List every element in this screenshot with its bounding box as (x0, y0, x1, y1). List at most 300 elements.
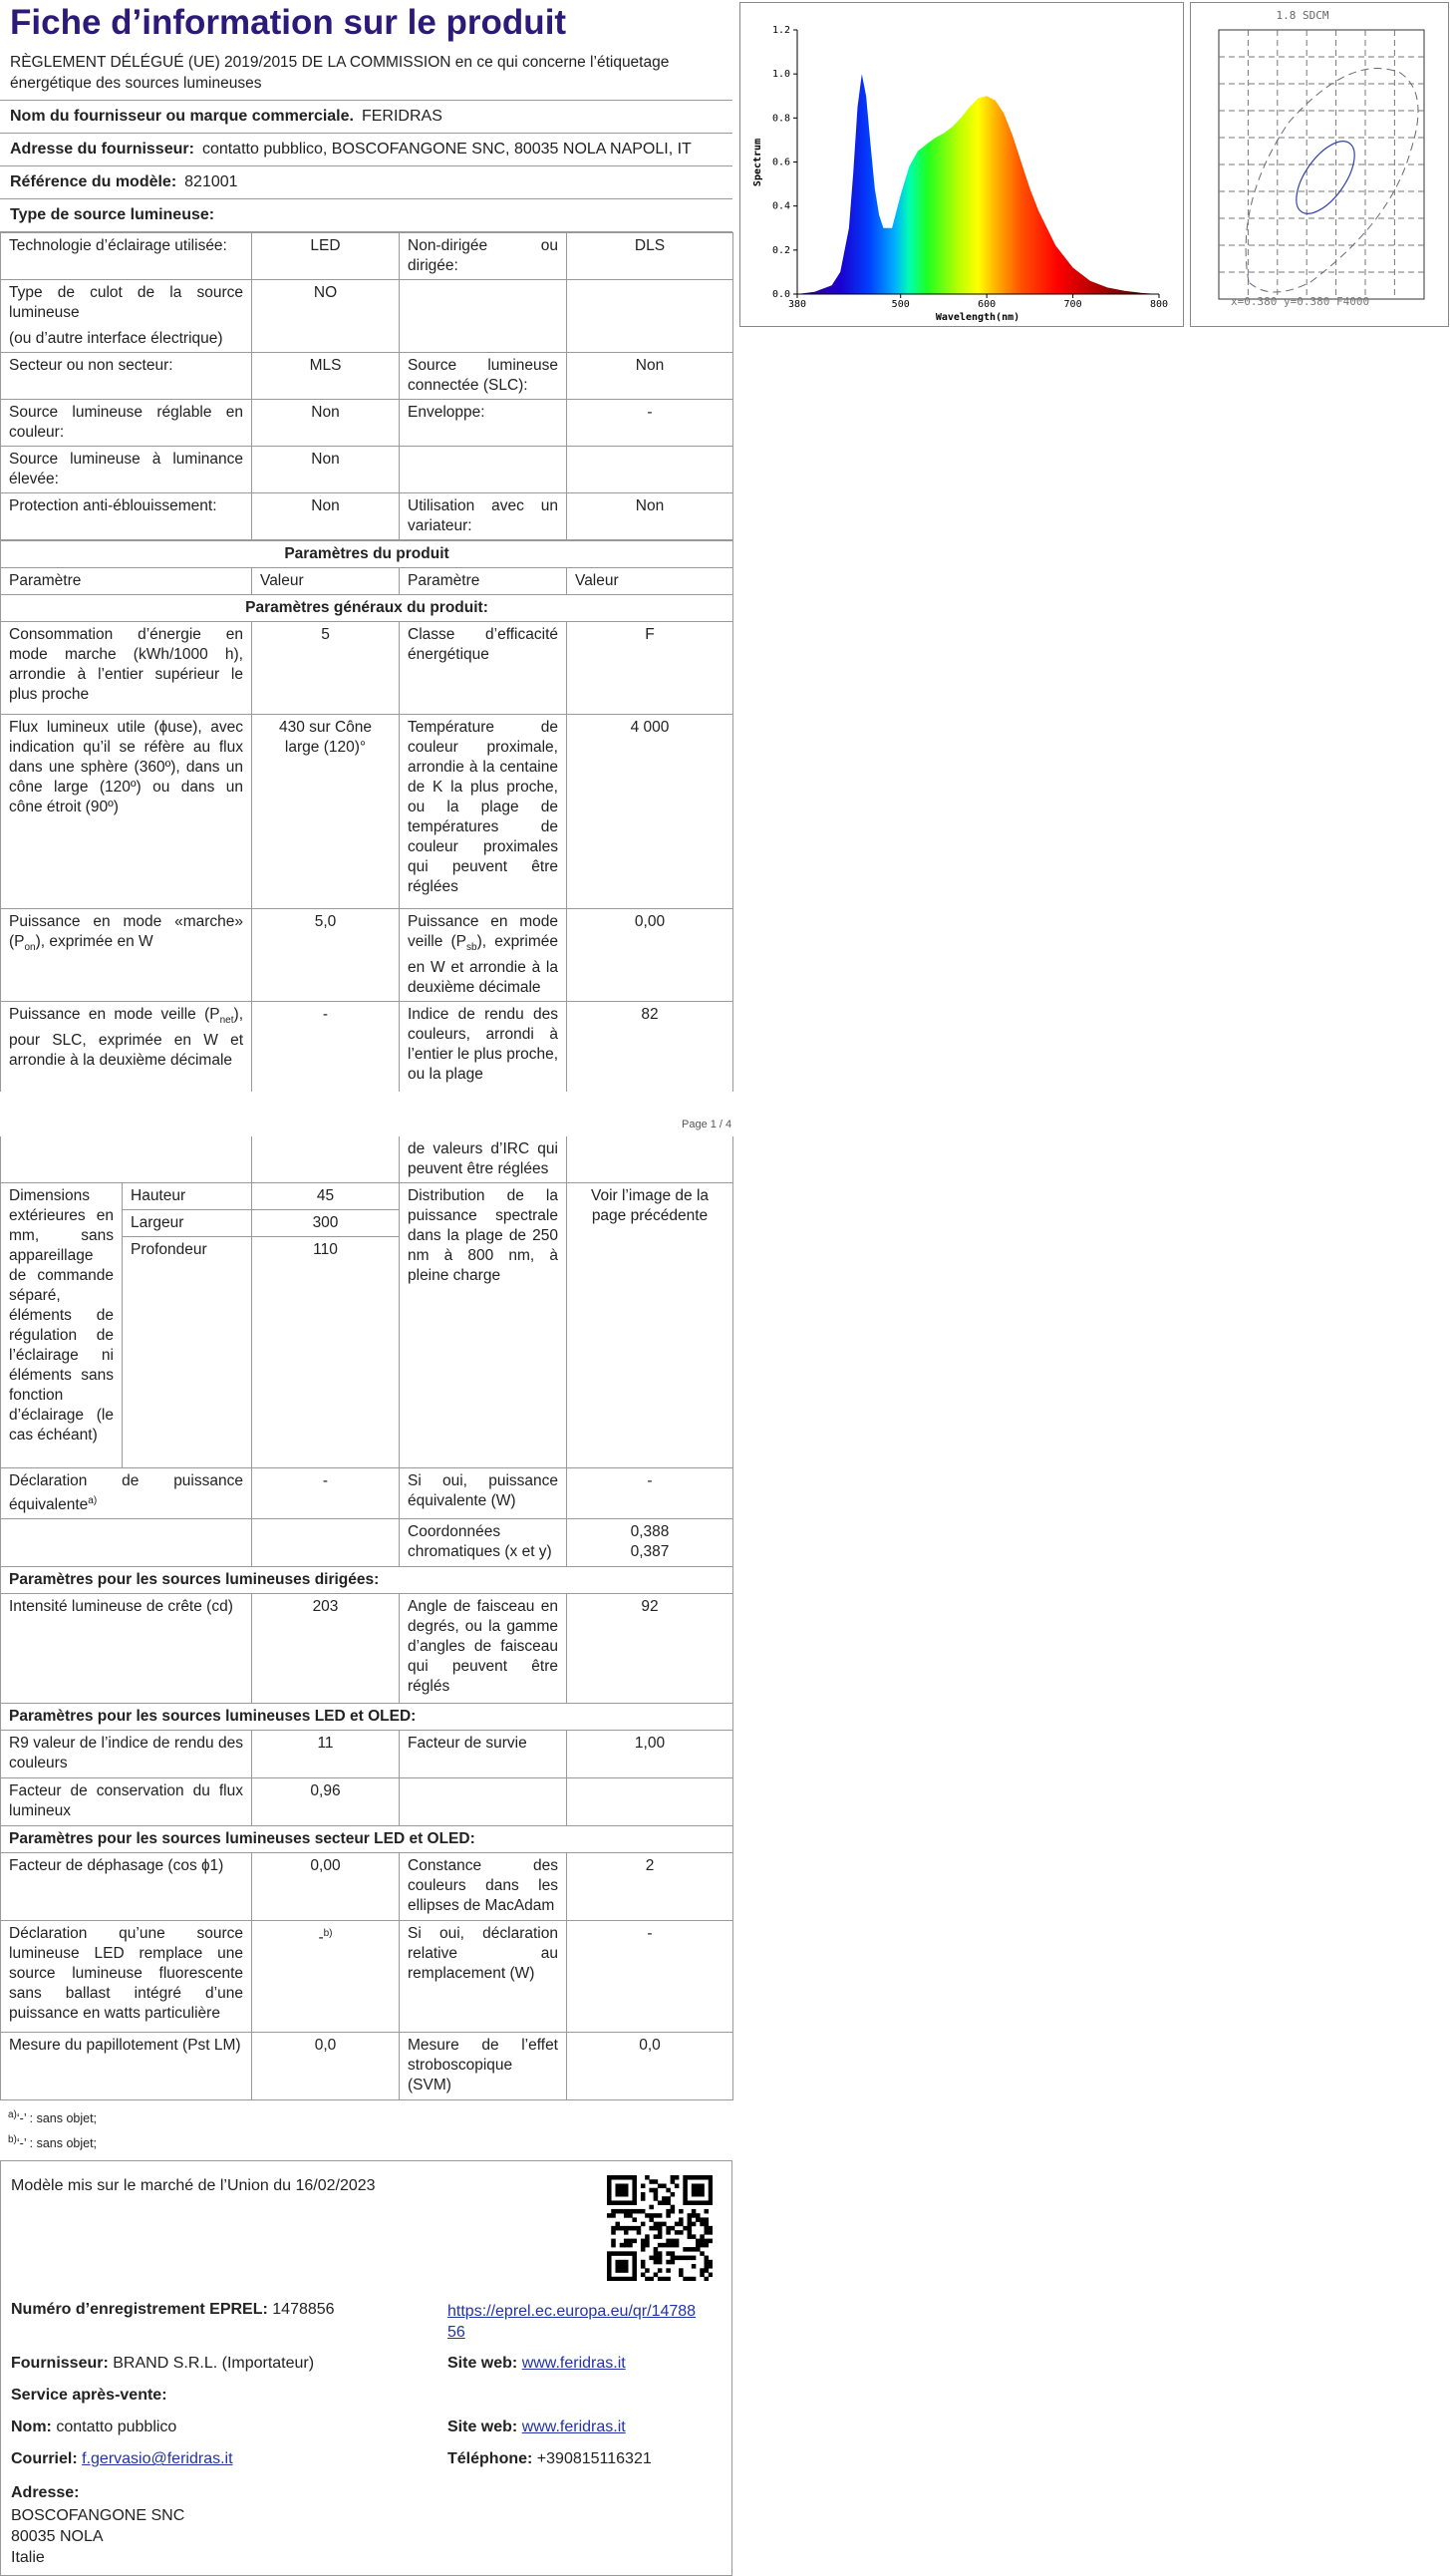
qr-module (607, 2260, 612, 2265)
qr-module (709, 2192, 713, 2197)
pnet-label: Puissance en mode veille (P (9, 1006, 220, 1024)
qr-module (611, 2201, 616, 2206)
x-tick-label: 500 (891, 299, 910, 310)
eprel-number (11, 2301, 335, 2319)
table-row (1, 2033, 733, 2100)
qr-module (658, 2269, 663, 2274)
market-info-box (0, 2160, 732, 2576)
qr-module (611, 2277, 616, 2281)
table-row (1, 1567, 733, 1594)
qr-module (620, 2201, 625, 2206)
qr-module (611, 2209, 616, 2214)
qr-module (624, 2243, 629, 2248)
table-cell: 5,0 (252, 909, 400, 1002)
table-cell: Non-dirigée ou dirigée: (400, 233, 567, 280)
qr-module (632, 2265, 637, 2270)
qr-module (683, 2256, 688, 2261)
table-cell (252, 1921, 400, 2033)
phone-row (447, 2450, 652, 2468)
qr-module (607, 2184, 612, 2189)
table-row (1, 400, 733, 447)
table-cell (252, 1519, 400, 1567)
page-number: Page 1 / 4 (682, 1119, 732, 1130)
column-header: Valeur (567, 568, 733, 595)
qr-module (671, 2226, 676, 2231)
qr-module (641, 2265, 646, 2270)
qr-module (709, 2239, 713, 2244)
x-tick-label: 380 (787, 299, 807, 310)
qr-module (637, 2226, 642, 2231)
footnote-b-text: ‘-’ : sans objet; (16, 2136, 98, 2151)
equiv-label: Déclaration de puissance équivalente (9, 1472, 243, 1514)
qr-module (658, 2277, 663, 2281)
table-cell: LED (252, 233, 400, 280)
qr-module (696, 2192, 701, 2197)
table-cell: - (252, 1002, 400, 1092)
table-cell: Intensité lumineuse de crête (cd) (1, 1594, 252, 1704)
qr-module (632, 2184, 637, 2189)
qr-module (607, 2192, 612, 2197)
qr-module (645, 2214, 650, 2219)
qr-module (649, 2256, 654, 2261)
qr-module (671, 2209, 676, 2214)
table-row (1, 233, 733, 280)
depth-label: Profondeur (123, 1237, 252, 1468)
qr-module (615, 2269, 620, 2274)
address-line: Italie (11, 2549, 45, 2567)
qr-module (611, 2226, 616, 2231)
after-sales-heading: Service après-vente: (11, 2387, 167, 2405)
qr-module (624, 2214, 629, 2219)
qr-module (624, 2201, 629, 2206)
table-row (1, 1704, 733, 1731)
table-row (1, 1136, 733, 1183)
qr-module (671, 2252, 676, 2257)
qr-module (611, 2175, 616, 2180)
table-row (1, 1731, 733, 1778)
qr-module (662, 2277, 667, 2281)
footnote-b-sup: b) (8, 2134, 17, 2146)
qr-module (709, 2273, 713, 2278)
qr-module (624, 2265, 629, 2270)
qr-module (620, 2269, 625, 2274)
spd-value: Voir l’image de la page précédente (567, 1183, 733, 1468)
table-row (1, 622, 733, 715)
qr-module (611, 2231, 616, 2236)
email-link[interactable]: f.gervasio@feridras.it (82, 2450, 233, 2468)
table-cell (567, 447, 733, 493)
y-tick-label: 0.8 (771, 113, 790, 125)
y-tick-label: 0.2 (771, 244, 790, 256)
product-parameters-table (0, 540, 733, 1092)
width-value: 300 (252, 1210, 400, 1237)
qr-module (607, 2256, 612, 2261)
qr-module (649, 2214, 654, 2219)
qr-module (692, 2184, 697, 2189)
y-tick-label: 0.4 (771, 200, 790, 212)
qr-module (671, 2243, 676, 2248)
table-cell: - (252, 1468, 400, 1519)
equiv-sup: a) (88, 1495, 98, 1506)
qr-module (705, 2265, 710, 2270)
qr-module (709, 2188, 713, 2193)
qr-module (709, 2265, 713, 2270)
supplier-name-value: FERIDRAS (361, 108, 442, 125)
qr-module (645, 2269, 650, 2274)
y-tick-group (772, 25, 797, 300)
qr-module (683, 2197, 688, 2202)
model-reference-value: 821001 (184, 173, 238, 190)
qr-module (624, 2175, 629, 2180)
table-cell (400, 280, 567, 353)
table-cell (567, 1136, 733, 1183)
height-label: Hauteur (123, 1183, 252, 1210)
website-row (447, 2355, 626, 2373)
qr-module (705, 2231, 710, 2236)
address-label: Adresse: (11, 2484, 80, 2502)
qr-module (666, 2214, 671, 2219)
qr-module (666, 2243, 671, 2248)
qr-module (615, 2252, 620, 2257)
qr-module (628, 2175, 633, 2180)
qr-module (662, 2197, 667, 2202)
qr-module (658, 2235, 663, 2240)
table-row (1, 1468, 733, 1519)
spectrum-area (797, 74, 1159, 294)
qr-module (628, 2209, 633, 2214)
qr-module (649, 2188, 654, 2193)
table-cell: Mesure du papillotement (Pst LM) (1, 2033, 252, 2100)
qr-module (654, 2197, 659, 2202)
spectrum-chart (739, 2, 1184, 327)
qr-module (654, 2192, 659, 2197)
qr-module (624, 2188, 629, 2193)
qr-module (628, 2277, 633, 2281)
replace-value: - (318, 1929, 324, 1947)
table-cell: Si oui, déclaration relative au remplacement (W) (400, 1921, 567, 2033)
qr-module (611, 2252, 616, 2257)
table-cell (1, 1468, 252, 1519)
qr-module (666, 2239, 671, 2244)
eprel-label: Numéro d’enregistrement EPREL: (11, 2301, 268, 2319)
y-tick-label: 1.2 (771, 25, 790, 36)
qr-module (705, 2201, 710, 2206)
table-row (1, 280, 733, 353)
table-cell: Non (252, 400, 400, 447)
table-cell: 4 000 (567, 715, 733, 909)
table-row (1, 715, 733, 909)
qr-module (632, 2218, 637, 2223)
qr-module (683, 2175, 688, 2180)
website-label-2: Site web: (447, 2418, 518, 2436)
chromaticity-chart (1190, 2, 1449, 327)
qr-module (671, 2180, 676, 2185)
qr-module (705, 2260, 710, 2265)
contact-name-row (11, 2418, 176, 2436)
qr-module (671, 2256, 676, 2261)
table-cell: 203 (252, 1594, 400, 1704)
qr-module (688, 2218, 693, 2223)
qr-module (654, 2260, 659, 2265)
table-row (1, 541, 733, 568)
supplier-address (0, 134, 732, 166)
pnet-sub: net (219, 1015, 234, 1027)
qr-module (696, 2248, 701, 2253)
qr-module (696, 2201, 701, 2206)
table-cell: Source lumineuse à luminance élevée: (1, 447, 252, 493)
table-row (1, 447, 733, 493)
pon-label-end: ), exprimée en W (35, 933, 153, 950)
qr-module (692, 2209, 697, 2214)
qr-module (632, 2256, 637, 2261)
qr-module (624, 2231, 629, 2236)
qr-module (654, 2273, 659, 2278)
table-cell: Coordonnées chromatiques (x et y) (400, 1519, 567, 1567)
page-1 (0, 0, 732, 1087)
qr-module (649, 2205, 654, 2210)
table-cell: 2 (567, 1853, 733, 1921)
qr-module (705, 2175, 710, 2180)
chroma-x: 0,388 (630, 1523, 670, 1541)
qr-module (654, 2256, 659, 2261)
qr-module (679, 2273, 684, 2278)
qr-module (658, 2201, 663, 2206)
qr-module (709, 2175, 713, 2180)
chromaticity-chart-svg (1191, 3, 1448, 326)
table-cell: DLS (567, 233, 733, 280)
table-row (1, 595, 733, 622)
tolerance-ellipse-outer (1246, 69, 1418, 292)
qr-module (654, 2222, 659, 2227)
table-cell (400, 447, 567, 493)
qr-module (666, 2231, 671, 2236)
qr-module (705, 2269, 710, 2274)
qr-module (628, 2201, 633, 2206)
qr-module (654, 2180, 659, 2185)
regulation-text: RÈGLEMENT DÉLÉGUÉ (UE) 2019/2015 DE LA COMMISSION en ce qui concerne l’étiquetage énergétique des sources lumineuses (0, 44, 732, 101)
address-line: 80035 NOLA (11, 2528, 104, 2546)
qr-module (641, 2192, 646, 2197)
qr-module (700, 2235, 705, 2240)
qr-module (675, 2239, 680, 2244)
qr-module (709, 2201, 713, 2206)
qr-module (611, 2239, 616, 2244)
eprel-value: 1478856 (272, 2301, 335, 2319)
supplier-name (0, 101, 732, 134)
supplier-label: Fournisseur: (11, 2355, 109, 2373)
supplier-address-label: Adresse du fournisseur: (10, 141, 194, 158)
qr-module (641, 2222, 646, 2227)
qr-module (666, 2260, 671, 2265)
qr-module (607, 2197, 612, 2202)
footnote-a-sup: a) (8, 2109, 17, 2121)
qr-module (692, 2188, 697, 2193)
qr-module (671, 2239, 676, 2244)
table-cell: Classe d’efficacité énergétique (400, 622, 567, 715)
table-cell: 0,00 (252, 1853, 400, 1921)
qr-module (692, 2222, 697, 2227)
qr-module (705, 2226, 710, 2231)
table-cell: Enveloppe: (400, 400, 567, 447)
qr-module (632, 2192, 637, 2197)
qr-module (615, 2260, 620, 2265)
qr-module (696, 2214, 701, 2219)
table-cell (567, 1778, 733, 1826)
table-cell (400, 909, 567, 1002)
table-cell: Facteur de conservation du flux lumineux (1, 1778, 252, 1826)
qr-module (620, 2192, 625, 2197)
qr-module (624, 2260, 629, 2265)
qr-module (683, 2248, 688, 2253)
supplier-row (11, 2355, 314, 2373)
qr-module (632, 2277, 637, 2281)
qr-module (675, 2231, 680, 2236)
table-cell: 0,0 (567, 2033, 733, 2100)
table-cell: 5 (252, 622, 400, 715)
qr-module (662, 2222, 667, 2227)
qr-module (628, 2252, 633, 2257)
qr-module (658, 2231, 663, 2236)
phone-label: Téléphone: (447, 2450, 533, 2468)
qr-module (688, 2231, 693, 2236)
qr-module (675, 2175, 680, 2180)
qr-module (675, 2243, 680, 2248)
qr-module (632, 2209, 637, 2214)
qr-module (692, 2277, 697, 2281)
qr-module (620, 2188, 625, 2193)
table-cell: Technologie d’éclairage utilisée: (1, 233, 252, 280)
qr-module (607, 2188, 612, 2193)
replace-sup: b) (323, 1928, 333, 1940)
qr-module (624, 2269, 629, 2274)
table-cell (567, 1519, 733, 1567)
qr-module (611, 2214, 616, 2219)
qr-module (641, 2197, 646, 2202)
qr-code-icon[interactable] (607, 2175, 713, 2281)
qr-module (705, 2256, 710, 2261)
table-row (1, 1853, 733, 1921)
website-label: Site web: (447, 2355, 518, 2373)
qr-module (709, 2184, 713, 2189)
table-cell: Secteur ou non secteur: (1, 353, 252, 400)
qr-module (700, 2192, 705, 2197)
qr-module (688, 2277, 693, 2281)
qr-module (671, 2205, 676, 2210)
eprel-link[interactable]: https://eprel.ec.europa.eu/qr/1478856 (447, 2303, 697, 2342)
table-cell: Si oui, puissance équivalente (W) (400, 1468, 567, 1519)
table-cell (567, 280, 733, 353)
table-header-row (1, 568, 733, 595)
address-line: BOSCOFANGONE SNC (11, 2507, 185, 2525)
qr-module (624, 2184, 629, 2189)
qr-module (654, 2235, 659, 2240)
qr-module (620, 2226, 625, 2231)
qr-module (632, 2252, 637, 2257)
qr-module (709, 2197, 713, 2202)
table-cell: Déclaration qu’une source lumineuse LED remplace une source lumineuse fluorescente sans ballast intégré d’une puissance en watts particulière (1, 1921, 252, 2033)
qr-module (649, 2277, 654, 2281)
qr-module (679, 2218, 684, 2223)
qr-module (666, 2252, 671, 2257)
qr-module (620, 2277, 625, 2281)
table-cell: 0,0 (252, 2033, 400, 2100)
width-label: Largeur (123, 1210, 252, 1237)
source-type-heading (0, 199, 732, 232)
qr-module (688, 2175, 693, 2180)
qr-module (700, 2175, 705, 2180)
table-cell: F (567, 622, 733, 715)
table-cell: Non (567, 493, 733, 540)
qr-module (658, 2226, 663, 2231)
qr-module (632, 2226, 637, 2231)
chromaticity-annotation: x=0.380 y=0.380 F4000 (1231, 295, 1370, 308)
table-cell: Flux lumineux utile (ɸuse), avec indication qu’il se réfère au flux dans une sphère (360º), dans un cône large (120º) ou dans un cône étroit (90º) (1, 715, 252, 909)
qr-module (658, 2222, 663, 2227)
website-link-2[interactable]: www.feridras.it (521, 2418, 626, 2436)
qr-module (709, 2260, 713, 2265)
qr-module (709, 2226, 713, 2231)
qr-module (696, 2188, 701, 2193)
email-label: Courriel: (11, 2450, 78, 2468)
table-row (1, 909, 733, 1002)
qr-module (658, 2184, 663, 2189)
qr-module (615, 2192, 620, 2197)
psb-label-end: ), exprimée en W et arrondie à la deuxième décimale (408, 933, 558, 997)
qr-module (645, 2277, 650, 2281)
section-heading: Paramètres pour les sources lumineuses dirigées: (1, 1567, 733, 1594)
page-2 (0, 1136, 732, 2576)
qr-module (688, 2214, 693, 2219)
culot-label: Type de culot de la source lumineuse (9, 284, 243, 321)
qr-module (658, 2243, 663, 2248)
qr-module (692, 2235, 697, 2240)
qr-module (692, 2175, 697, 2180)
table-cell: Indice de rendu des couleurs, arrondi à l’entier le plus proche, ou la plage (400, 1002, 567, 1092)
table-cell: 1,00 (567, 1731, 733, 1778)
pon-sub: on (24, 942, 36, 954)
table-row (1, 1002, 733, 1092)
qr-module (641, 2184, 646, 2189)
qr-module (649, 2180, 654, 2185)
qr-module (700, 2239, 705, 2244)
x-tick-group (788, 294, 1168, 310)
qr-module (615, 2226, 620, 2231)
qr-module (658, 2260, 663, 2265)
qr-module (632, 2197, 637, 2202)
qr-module (645, 2239, 650, 2244)
source-type-heading-text: Type de source lumineuse: (10, 206, 215, 223)
table-cell: Consommation d’énergie en mode marche (kWh/1000 h), arrondie à l’entier supérieur le plus proche (1, 622, 252, 715)
qr-module (645, 2243, 650, 2248)
table-cell: Source lumineuse réglable en couleur: (1, 400, 252, 447)
table-row (1, 1826, 733, 1853)
table-cell: Non (252, 493, 400, 540)
table-cell: Mesure de l’effet stroboscopique (SVM) (400, 2033, 567, 2100)
qr-module (666, 2197, 671, 2202)
qr-module (620, 2265, 625, 2270)
qr-module (632, 2269, 637, 2274)
qr-module (620, 2243, 625, 2248)
qr-module (666, 2209, 671, 2214)
table-cell: 92 (567, 1594, 733, 1704)
qr-module (679, 2209, 684, 2214)
y-tick-label: 0.6 (771, 157, 790, 168)
qr-module (666, 2201, 671, 2206)
website-link[interactable]: www.feridras.it (521, 2355, 626, 2373)
qr-module (700, 2218, 705, 2223)
table-cell: Non (567, 353, 733, 400)
table-row (1, 1594, 733, 1704)
